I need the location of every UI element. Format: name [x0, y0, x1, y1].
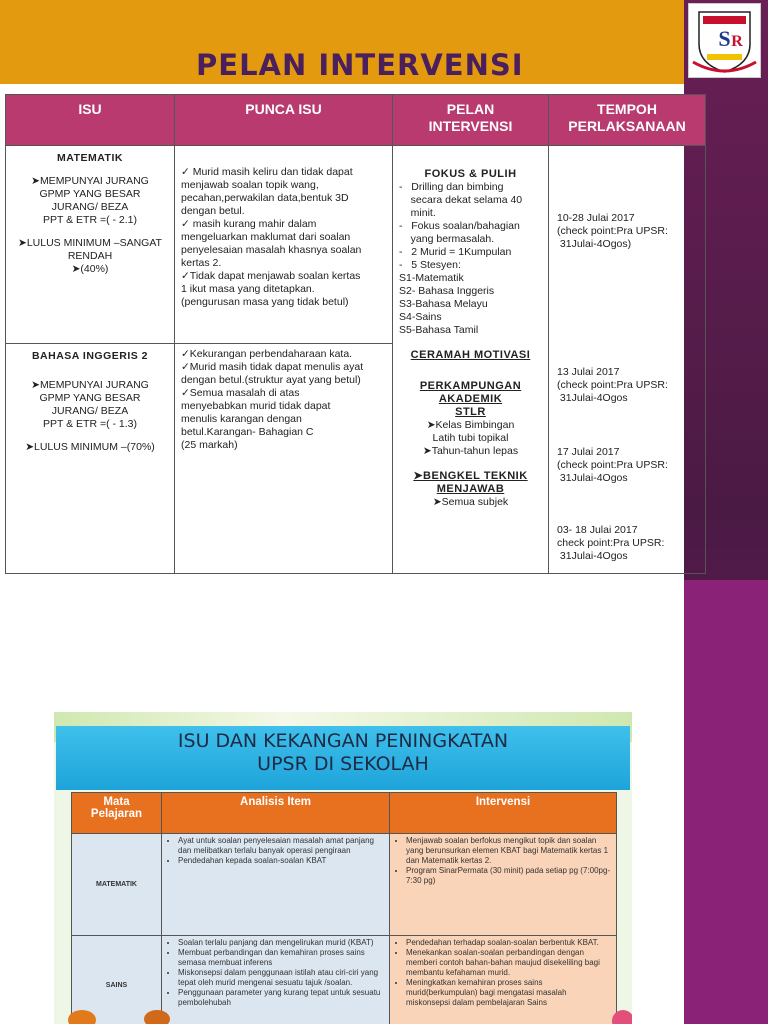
- slide-title-line: UPSR DI SEKOLAH: [257, 753, 429, 775]
- tempoh-block: [557, 366, 668, 405]
- punca-line: ✓ masih kurang mahir dalam: [181, 218, 317, 230]
- tempoh-line: 31Julai-4Ogos: [557, 392, 628, 404]
- side-stripe: [684, 580, 768, 1024]
- isu-line: ➤LULUS MINIMUM –(70%): [25, 441, 155, 453]
- intervention-table: [5, 94, 706, 574]
- bengkel-heading-2: MENJAWAB: [436, 483, 505, 495]
- punca-line: penyelesaian masalah khasnya soalan: [181, 244, 362, 256]
- pelan-cell: [393, 146, 549, 574]
- flower-decoration: [612, 1010, 632, 1024]
- punca-line: menyebabkan murid tidak dapat: [181, 400, 331, 412]
- punca-line: ✓Semua masalah di atas: [181, 387, 300, 399]
- list-item: • Program SinarPermata (30 minit) pada setiap pg (7:00pg-7:30 pg): [406, 866, 612, 886]
- punca-line: dengan betul.(struktur ayat yang betul): [181, 374, 361, 386]
- tempoh-line: 31Julai-4Ogos): [557, 238, 632, 250]
- tempoh-block: [557, 212, 668, 251]
- isu-line: RENDAH: [67, 250, 113, 262]
- isu-line: PPT & ETR =( - 2.1): [42, 214, 138, 226]
- slide-table-header: [72, 793, 617, 834]
- ceramah-heading: CERAMAH MOTIVASI: [410, 349, 531, 361]
- isu-line: GPMP YANG BESAR: [39, 392, 141, 404]
- svg-text:R: R: [731, 33, 743, 50]
- tempoh-line: 10-28 Julai 2017: [557, 212, 635, 224]
- subject-name: BAHASA INGGERIS 2: [31, 350, 149, 362]
- perkampungan-heading-1: PERKAMPUNGAN: [419, 380, 522, 392]
- list-item: • Meningkatkan kemahiran proses sains murid(berkumpulan) bagi mengatasi masalah miskonsepsi dalam pembelajaran Sains: [406, 978, 612, 1008]
- table-header-row: [6, 95, 706, 146]
- perkampungan-heading-2: AKADEMIK: [438, 393, 503, 405]
- punca-line: ✓Kekurangan perbendaharaan kata.: [181, 348, 353, 360]
- svg-text:S: S: [718, 26, 731, 51]
- tempoh-line: 13 Julai 2017: [557, 366, 620, 378]
- station-line: S5-Bahasa Tamil: [399, 324, 479, 336]
- punca-line: ✓Tidak dapat menjawab soalan kertas: [181, 270, 361, 282]
- bengkel-heading-1: ➤BENGKEL TEKNIK: [413, 470, 528, 482]
- punca-line: pecahan,perwakilan data,bentuk 3D: [181, 192, 349, 204]
- tempoh-block: [557, 524, 664, 563]
- punca-cell-matematik: [175, 146, 393, 344]
- punca-line: ✓ Murid masih keliru dan tidak dapat: [181, 166, 353, 178]
- punca-line: menulis karangan dengan: [181, 413, 302, 425]
- school-crest-icon: [689, 4, 760, 77]
- isu-cell-matematik: [6, 146, 175, 344]
- list-item: • Membuat perbandingan dan kemahiran proses sains semasa membuat inferens: [178, 948, 385, 968]
- slide-analisis-cell: [162, 936, 390, 1024]
- fokus-line: - Fokus soalan/bahagian: [399, 220, 520, 232]
- perkampungan-item: ➤Tahun-tahun lepas: [422, 445, 519, 457]
- punca-line: kertas 2.: [181, 257, 222, 269]
- perkampungan-item: Latih tubi topikal: [432, 432, 509, 444]
- fokus-line: - Drilling dan bimbing: [399, 181, 504, 193]
- punca-line: 1 ikut masa yang ditetapkan.: [181, 283, 315, 295]
- slide-table: [71, 792, 617, 1024]
- punca-line: dengan betul.: [181, 205, 245, 217]
- perkampungan-item: ➤Kelas Bimbingan: [426, 419, 515, 431]
- tempoh-line: 31Julai-4Ogos: [557, 472, 628, 484]
- list-item: • Menjawab soalan berfokus mengikut topik dan soalan yang berunsurkan elemen KBAT bagi Matematik kertas 1 dan Matematik kertas 2.: [406, 836, 612, 866]
- isu-cell-bahasa-inggeris: [6, 344, 175, 574]
- table-row: [6, 146, 706, 344]
- station-line: S3-Bahasa Melayu: [399, 298, 488, 310]
- isu-line: ➤MEMPUNYAI JURANG: [31, 175, 149, 187]
- tempoh-line: 17 Julai 2017: [557, 446, 620, 458]
- isu-line: JURANG/ BEZA: [51, 405, 129, 417]
- fokus-line: - 2 Murid = 1Kumpulan: [399, 246, 512, 258]
- list-item: • Pendedahan kepada soalan-soalan KBAT: [178, 856, 385, 866]
- slide-header-intervensi: Intervensi: [390, 793, 617, 834]
- page-title: PELAN INTERVENSI: [196, 48, 524, 82]
- list-item: • Penggunaan parameter yang kurang tepat untuk sesuatu pembolehubah: [178, 988, 385, 1008]
- tempoh-line: (check point:Pra UPSR:: [557, 225, 668, 237]
- punca-cell-bahasa-inggeris: [175, 344, 393, 574]
- tempoh-block: [557, 446, 668, 485]
- isu-line: ➤LULUS MINIMUM –SANGAT: [18, 237, 162, 249]
- slide-header-analisis: Analisis Item: [162, 793, 390, 834]
- list-item: • Miskonsepsi dalam penggunaan istilah atau ciri-ciri yang tepat oleh murid mengenai sesuatu tajuk /soalan.: [178, 968, 385, 988]
- slide-intervensi-cell: [390, 834, 617, 936]
- fokus-line: yang bermasalah.: [399, 233, 495, 245]
- tempoh-line: (check point:Pra UPSR:: [557, 459, 668, 471]
- isu-line: ➤MEMPUNYAI JURANG: [31, 379, 149, 391]
- isu-line: JURANG/ BEZA: [51, 201, 129, 213]
- slide-title-line: ISU DAN KEKANGAN PENINGKATAN: [177, 730, 509, 752]
- butterfly-decoration: [144, 1010, 170, 1024]
- fokus-line: - 5 Stesyen:: [399, 259, 461, 271]
- isu-line: GPMP YANG BESAR: [39, 188, 141, 200]
- punca-line: betul.Karangan- Bahagian C: [181, 426, 314, 438]
- header-tempoh-text: TEMPOH PERLAKSANAAN: [568, 101, 686, 134]
- tempoh-line: check point:Pra UPSR:: [557, 537, 665, 549]
- isu-line: ➤(40%): [71, 263, 109, 275]
- slide-subject: MATEMATIK: [72, 834, 162, 936]
- tempoh-line: 03- 18 Julai 2017: [557, 524, 638, 536]
- slide-subject: SAINS: [72, 936, 162, 1024]
- list-item: • Pendedahan terhadap soalan-soalan berbentuk KBAT.: [406, 938, 612, 948]
- station-line: S4-Sains: [399, 311, 442, 323]
- tempoh-line: 31Julai-4Ogos: [557, 550, 628, 562]
- slide-title: [54, 730, 632, 776]
- punca-line: mengeluarkan maklumat dari soalan: [181, 231, 351, 243]
- header-punca-isu: PUNCA ISU: [175, 95, 393, 146]
- punca-line: menjawab soalan topik wang,: [181, 179, 319, 191]
- fokus-line: minit.: [399, 207, 436, 219]
- punca-line: (pengurusan masa yang tidak betul): [181, 296, 349, 308]
- tempoh-line: (check point:Pra UPSR:: [557, 379, 668, 391]
- subject-name: MATEMATIK: [57, 152, 123, 164]
- slide-intervensi-cell: [390, 936, 617, 1024]
- header-tempoh: [549, 95, 706, 146]
- slide-analisis-cell: [162, 834, 390, 936]
- fokus-heading: FOKUS & PULIH: [424, 168, 517, 180]
- station-line: S2- Bahasa Inggeris: [399, 285, 495, 297]
- slide-header-mata-pelajaran: [72, 793, 162, 834]
- table-row: [72, 834, 617, 936]
- list-item: • Soalan terlalu panjang dan mengelirukan murid (KBAT): [178, 938, 385, 948]
- tempoh-cell: [549, 146, 706, 574]
- header-isu: ISU: [6, 95, 175, 146]
- punca-line: (25 markah): [181, 439, 238, 451]
- station-line: S1-Matematik: [399, 272, 464, 284]
- bengkel-item: ➤Semua subjek: [432, 496, 509, 508]
- list-item: • Ayat untuk soalan penyelesaian masalah amat panjang dan melibatkan terlalu banyak operasi pengiraan: [178, 836, 385, 856]
- embedded-slide-image: [54, 712, 632, 1024]
- butterfly-decoration: [68, 1010, 96, 1024]
- header-pelan-intervensi: [393, 95, 549, 146]
- slide-header-text: Mata Pelajaran: [90, 796, 143, 820]
- list-item: • Menekankan soalan-soalan perbandingan dengan memberi contoh bahan-bahan maujud disekeliling bagi membantu kefahaman murid.: [406, 948, 612, 978]
- fokus-line: secara dekat selama 40: [399, 194, 523, 206]
- header-pelan-text: PELAN INTERVENSI: [428, 101, 513, 134]
- perkampungan-heading-3: STLR: [455, 406, 486, 418]
- school-logo: [688, 3, 761, 78]
- isu-line: PPT & ETR =( - 1.3): [42, 418, 138, 430]
- punca-line: ✓Murid masih tidak dapat menulis ayat: [181, 361, 364, 373]
